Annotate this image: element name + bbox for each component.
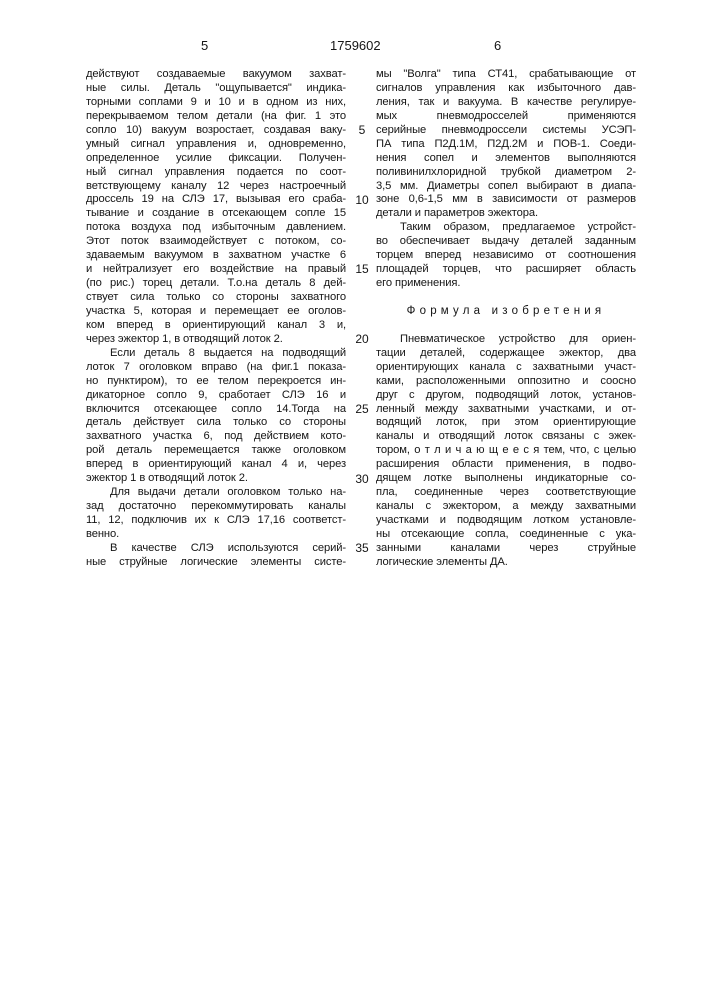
text-line: друг с другом, подводящий лоток, установ- <box>376 389 636 403</box>
page-number-left: 5 <box>201 38 208 53</box>
text-line <box>376 291 636 305</box>
text-line: Если деталь 8 выдается на подводящий <box>86 347 346 361</box>
text-line: действуют создаваемые вакуумом захват- <box>86 68 346 82</box>
text-line: дящем лотке выполнены индикаторные со- <box>376 472 636 486</box>
text-line: поливинилхлоридной трубкой диаметром 2- <box>376 166 636 180</box>
text-line: логические элементы ДА. <box>376 556 636 570</box>
text-line: детали и параметров эжектора. <box>376 207 636 221</box>
text-line: участками и подводящим лотком установле- <box>376 514 636 528</box>
text-line: расширения области применения, в подво- <box>376 458 636 472</box>
text-line: деталь действует сила только со стороны <box>86 416 346 430</box>
line-number: 35 <box>352 542 372 556</box>
text-line: участка 5, которая и перемещает ее оголов- <box>86 305 346 319</box>
text-line: мых пневмодросселей применяются <box>376 110 636 124</box>
text-line: потока воздуха под избыточным давлением. <box>86 221 346 235</box>
text-line: сопло 10) вакуум возростает, создавая ваку- <box>86 124 346 138</box>
text-line: ны отсекающие сопла, соединенные с ука- <box>376 528 636 542</box>
line-number: 10 <box>352 194 372 208</box>
text-line: серийные пневмодроссели системы УСЭП- <box>376 124 636 138</box>
text-line: ориентирующих канала с захватными участ- <box>376 361 636 375</box>
line-number: 30 <box>352 473 372 487</box>
text-line: мы "Волга" типа СТ41, срабатывающие от <box>376 68 636 82</box>
line-number: 20 <box>352 333 372 347</box>
text-line: сигналов управления как избыточного дав- <box>376 82 636 96</box>
text-line: ные силы. Деталь "ощупывается" индика- <box>86 82 346 96</box>
text-line: Этот поток взаимодействует с потоком, со- <box>86 235 346 249</box>
line-number: 15 <box>352 263 372 277</box>
text-line: определенное усилие фиксации. Получен- <box>86 152 346 166</box>
text-line: включится отсекающее сопло 14.Тогда на <box>86 403 346 417</box>
left-text-column <box>86 68 346 570</box>
text-line: тации деталей, содержащее эжектор, два <box>376 347 636 361</box>
text-line: во обеспечивает выдачу деталей заданным <box>376 235 636 249</box>
line-number: 5 <box>352 124 372 138</box>
text-line: ветствующему каналу 12 через настроечный <box>86 180 346 194</box>
text-line: занными каналами через струйные <box>376 542 636 556</box>
text-line: ный сигнал управления подается по соот- <box>86 166 346 180</box>
text-line: через эжектор 1, в отводящий лоток 2. <box>86 333 346 347</box>
text-line: ком вперед в ориентирующий канал 3 и, <box>86 319 346 333</box>
text-line: дикаторное сопло 9, сработает СЛЭ 16 и <box>86 389 346 403</box>
text-line: Для выдачи детали оголовком только на- <box>86 486 346 500</box>
text-line: тывание и создание в отсекающем сопле 15 <box>86 207 346 221</box>
patent-number: 1759602 <box>330 38 381 53</box>
text-line: ПА типа П2Д.1М, П2Д.2М и ПОВ-1. Соеди- <box>376 138 636 152</box>
text-line: каналы с эжектором, а между захватными <box>376 500 636 514</box>
text-line: и нейтрализует его воздействие на правый <box>86 263 346 277</box>
text-line: рой деталь перемещается также оголовком <box>86 444 346 458</box>
text-line: вперед в ориентирующий канал 4 и, через <box>86 458 346 472</box>
text-line: здаваемым вакуумом в захватном участке 6 <box>86 249 346 263</box>
section-heading: Формула изобретения <box>376 305 636 319</box>
text-line: В качестве СЛЭ используются серий- <box>86 542 346 556</box>
text-line: ления, так и вакуума. В качестве регулируе- <box>376 96 636 110</box>
text-line: Таким образом, предлагаемое устройст- <box>376 221 636 235</box>
text-line: захватного участка 6, под действием кото- <box>86 430 346 444</box>
text-line: водящий лоток, при этом ориентирующие <box>376 416 636 430</box>
right-text-column <box>376 68 636 570</box>
text-line: ленный между захватными участками, и от- <box>376 403 636 417</box>
text-line: дроссель 19 на СЛЭ 17, вызывая его сраба- <box>86 193 346 207</box>
text-line: 11, 12, подключив их к СЛЭ 17,16 соответст- <box>86 514 346 528</box>
text-line: 3,5 мм. Диаметры сопел выбирают в диапа- <box>376 180 636 194</box>
page-number-right: 6 <box>494 38 501 53</box>
text-line: ствует сила только со стороны захватного <box>86 291 346 305</box>
text-line: ные струйные логические элементы систе- <box>86 556 346 570</box>
text-line: лоток 7 оголовком вправо (на фиг.1 показа- <box>86 361 346 375</box>
text-line: пла, соединенные через соответствующие <box>376 486 636 500</box>
line-number: 25 <box>352 403 372 417</box>
text-line: умный сигнал управления и, одновременно, <box>86 138 346 152</box>
text-line: перекрываемом телом детали (на фиг. 1 это <box>86 110 346 124</box>
text-line: но пунктиром), то ее телом перекроется ин- <box>86 375 346 389</box>
text-line: ками, расположенными оппозитно и соосно <box>376 375 636 389</box>
text-line: тором, о т л и ч а ю щ е е с я тем, что, с целью <box>376 444 636 458</box>
text-line: венно. <box>86 528 346 542</box>
text-line: каналы и отводящий лоток связаны с эжек- <box>376 430 636 444</box>
text-line: торцем вперед независимо от соотношения <box>376 249 636 263</box>
text-line <box>376 319 636 333</box>
text-line: эжектор 1 в отводящий лоток 2. <box>86 472 346 486</box>
text-line: торными соплами 9 и 10 и в одном из них, <box>86 96 346 110</box>
text-line: нения сопел и элементов выполняются <box>376 152 636 166</box>
text-line: его применения. <box>376 277 636 291</box>
text-line: Пневматическое устройство для ориен- <box>376 333 636 347</box>
text-line: (по рис.) торец детали. Т.о.на деталь 8 дей- <box>86 277 346 291</box>
text-line: площадей торцев, что расширяет область <box>376 263 636 277</box>
text-line: зоне 0,6-1,5 мм в зависимости от размеров <box>376 193 636 207</box>
text-line: зад достаточно перекоммутировать каналы <box>86 500 346 514</box>
